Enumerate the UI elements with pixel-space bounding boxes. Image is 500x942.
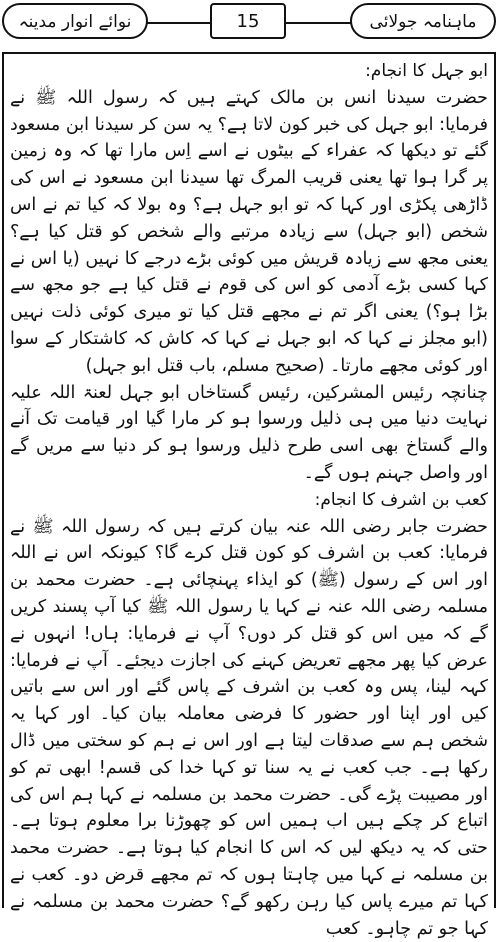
section-heading-abu-jahl: ابو جہل کا انجام: [365,61,488,81]
section-heading-kaab: کعب بن اشرف کا انجام: [314,489,488,510]
article-body [10,58,488,942]
publication-name: نوائے انوار مدینہ [2,3,148,39]
paragraph-abu-jahl-conclusion: چنانچہ رئیس المشرکین، رئیس گستاخاں ابو جہل لعنۃ اللہ علیہ نہایت دنیا میں ہی ذلیل ورسوا ہو کر مارا گیا اور قیامت تک آنے والے گستاخ بھی اسی طرح ذلیل ورسوا ہو کر دنیا سے مریں گے اور واصل جہنم ہوں گے۔ [10,382,488,483]
page-header [2,2,496,44]
page-number: 15 [210,3,286,39]
magazine-title: ماہنامہ جولائی [350,3,496,39]
paragraph-abu-jahl-hadith: حضرت سیدنا انس بن مالک کہتے ہیں کہ رسول اللہ ﷺ نے فرمایا: ابو جہل کی خبر کون لاتا ہے؟ یہ سن کر سیدنا ابن مسعود گئے تو دیکھا کہ عفراء کے بیٹوں نے اسے اِس مارا تھا کہ وہ زمین پر گرا ہوا تھا یعنی قریب المرگ تھا سیدنا ابن مسعود نے اس کی ڈاڑھی پکڑی اور کہا کہ تو ابو جہل ہے؟ وہ بولا کہ کیا تم نے اس شخص (ابو جہل) سے زیادہ مرتبے والے شخص کو قتل کیا ہے؟ یعنی مجھ سے زیادہ قریش میں کوئی بڑے درجے کا نہیں (یا اس نے کہا کسی بڑے آدمی کو اس کی قوم نے قتل کیا ہے جو مجھ سے بڑا ہو؟) یعنی اگر تم نے مجھے قتل کیا تو میری کوئی ذلت نہیں (ابو مجلز نے کہا کہ ابو جہل نے کہا کہ کاش کہ کاشتکار کے سوا اور کوئی مجھے مارتا۔ (صحیح مسلم، باب قتل ابو جہل) [10,87,488,376]
paragraph-kaab-hadith: حضرت جابر رضی اللہ عنہ بیان کرتے ہیں کہ رسول اللہ ﷺ نے فرمایا: کعب بن اشرف کو کون قتل کرے گا؟ کیونکہ اس نے اللہ اور اس کے رسول (ﷺ) کو ایذاء پہنچائی ہے۔ حضرت محمد بن مسلمہ رضی اللہ عنہ نے کہا یا رسول اللہ ﷺ کیا آپ پسند کریں گے کہ میں اس کو قتل کر دوں؟ آپ نے فرمایا: ہاں! انہوں نے عرض کیا پھر مجھے تعریض کہنے کی اجازت دیجئے۔ آپ نے فرمایا: کہہ لینا، پس وہ کعب بن اشرف کے پاس گئے اور اس سے باتیں کیں اور اپنا اور حضور کا فرضی معاملہ بیان کیا۔ اور کہا یہ شخص ہم سے صدقات لیتا ہے اور اس نے ہم کو سختی میں ڈال رکھا ہے۔ جب کعب نے یہ سنا تو کہا خدا کی قسم! ابھی تم کو اور مصیبت پڑے گی۔ حضرت محمد بن مسلمہ نے کہا ہم اس کی اتباع کر چکے ہیں اب ہمیں اس کو چھوڑنا برا معلوم ہوتا ہے۔ حتی کہ یہ دیکھ لیں کہ اس کا انجام کیا ہوتا ہے۔ حضرت محمد بن مسلمہ نے کہا میں چاہتا ہوں کہ تم مجھے قرض دو۔ کعب نے کہا تم میرے پاس کیا رہن رکھو گے؟ حضرت محمد بن مسلمہ نے کہا جو تم چاہو۔ کعب [10,516,488,939]
